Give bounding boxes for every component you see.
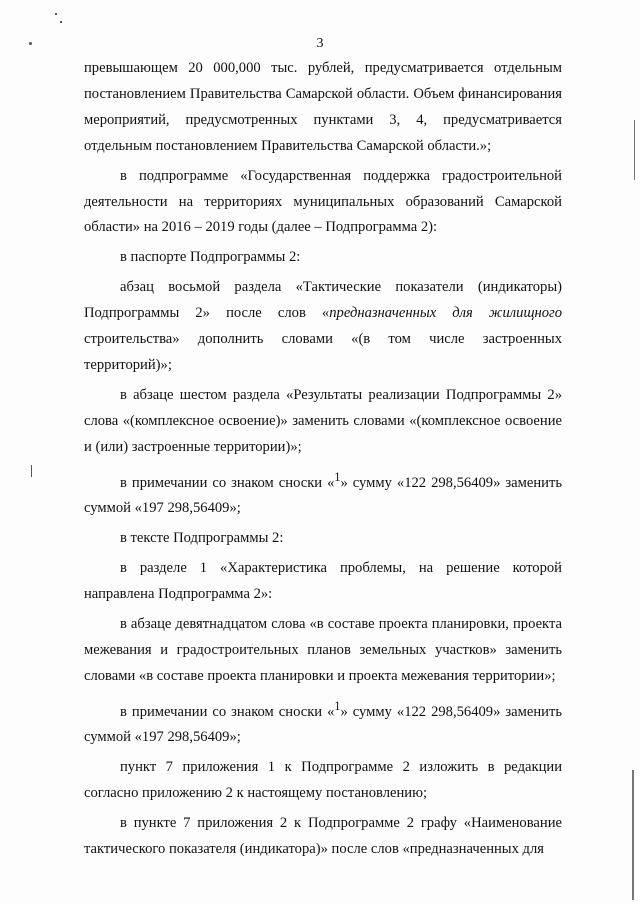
paragraph: в разделе 1 «Характеристика проблемы, на решение которой направлена Подпрограмма 2»:: [84, 560, 562, 603]
paragraph: пункт 7 приложения 1 к Подпрограмме 2 изложить в редакции согласно приложению 2 к настоящему постановлению;: [84, 759, 562, 802]
paragraph: [84, 275, 562, 379]
paragraph-text: абзац восьмой раздела «Тактические показатели (индикаторы) Подпрограммы 2» после слов «: [84, 279, 562, 322]
paragraph: в паспорте Подпрограммы 2:: [120, 249, 301, 266]
paragraph: [84, 694, 562, 752]
paragraph-text: в примечании со знаком сноски «: [120, 474, 335, 491]
footnote-sup: 1: [334, 469, 341, 484]
paragraph-text: » сумму «122 298,56409» заменить суммой «197 298,56409»;: [84, 703, 562, 746]
scan-speck: [55, 13, 57, 15]
scan-speck: [60, 21, 62, 23]
scan-speck: [31, 465, 32, 477]
scan-edge-shadow: [632, 770, 634, 900]
document-body: [84, 56, 562, 863]
paragraph: в абзаце девятнадцатом слова «в составе проекта планировки, проекта межевания и градостроительных планов земельных участков» заменить словами «в составе проекта планировки и проекта межевания территории»;: [84, 615, 562, 684]
paragraph: в тексте Подпрограммы 2:: [120, 530, 284, 547]
paragraph: в пункте 7 приложения 2 к Подпрограмме 2 графу «Наименование тактического показателя (индикатора)» после слов «предназначенных для: [84, 815, 562, 858]
footnote-sup: 1: [334, 698, 341, 713]
scan-edge-shadow: [634, 120, 635, 180]
paragraph: в подпрограмме «Государственная поддержка градостроительной деятельности на территориях муниципальных образований Самарской области» на 2016 – 2019 годы (далее – Подпрограмма 2):: [84, 167, 562, 236]
paragraph: в абзаце шестом раздела «Результаты реализации Подпрограммы 2» слова «(комплексное освоение)» заменить словами «(комплексное освоение и (или) застроенные территории)»;: [84, 386, 562, 455]
paragraph-text: » сумму «122 298,56409» заменить суммой «197 298,56409»;: [84, 474, 562, 517]
paragraph-text: в примечании со знаком сноски «: [120, 703, 335, 720]
italic-text: предназначенных для жилищного: [329, 305, 562, 322]
paragraph-text: строительства» дополнить словами «(в том числе застроенных территорий)»;: [84, 331, 562, 373]
paragraph: [84, 465, 562, 523]
paragraph: превышающем 20 000,000 тыс. рублей, предусматривается отдельным постановлением Правительства Самарской области. Объем финансирования мероприятий, предусмотренных пунктами 3, 4, предусматривается отдельным постановлением Правительства Самарской области.»;: [84, 60, 562, 154]
page-number: 3: [316, 36, 324, 51]
